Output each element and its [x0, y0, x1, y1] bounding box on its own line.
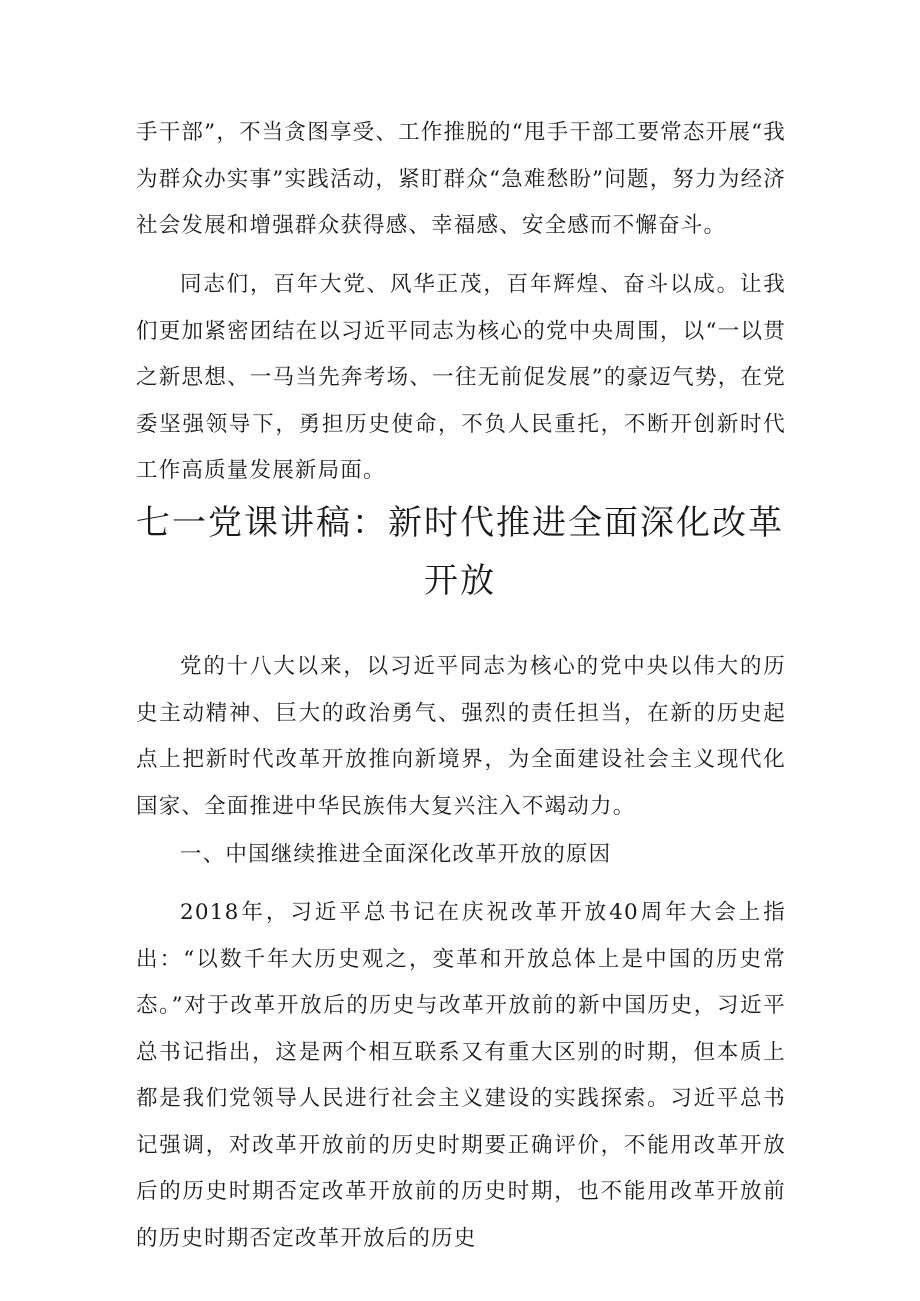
paragraph-body: 2018年，习近平总书记在庆祝改革开放40周年大会上指出：“以数千年大历史观之，变革和开放总体上是中国的历史常态。”对于改革开放后的历史与改革开放前的新中国历史，习近平总书记指出，这是两个相互联系又有重大区别的时期，但本质上都是我们党领导人民进行社会主义建设的实践探索。习近平总书记强调，对改革开放前的历史时期要正确评价，不能用改革开放后的历史时期否定改革开放前的历史时期，也不能用改革开放前的历史时期否定改革开放后的历史: [136, 900, 786, 1251]
section-heading: 一、中国继续推进全面深化改革开放的原因: [180, 842, 612, 867]
paragraph-continuation: 手干部”，不当贪图享受、工作推脱的“甩手干部工要常态开展“我为群众办实事”实践活动，紧盯群众“急难愁盼”问题，努力为经济社会发展和增强群众获得感、幸福感、安全感而不懈奋斗。: [136, 120, 786, 238]
paragraph-intro: 党的十八大以来，以习近平同志为核心的党中央以伟大的历史主动精神、巨大的政治勇气、强烈的责任担当，在新的历史起点上把新时代改革开放推向新境界，为全面建设社会主义现代化国家、全面推进中华民族伟大复兴注入不竭动力。: [136, 654, 786, 819]
paragraph-closing-remarks: 同志们，百年大党、风华正茂，百年辉煌、奋斗以成。让我们更加紧密团结在以习近平同志为核心的党中央周围，以“一以贯之新思想、一马当先奔考场、一往无前促发展”的豪迈气势，在党委坚强领导下，勇担历史使命，不负人民重托，不断开创新时代工作高质量发展新局面。: [136, 272, 786, 483]
document-title: 七一党课讲稿：新时代推进全面深化改革开放: [136, 503, 784, 601]
